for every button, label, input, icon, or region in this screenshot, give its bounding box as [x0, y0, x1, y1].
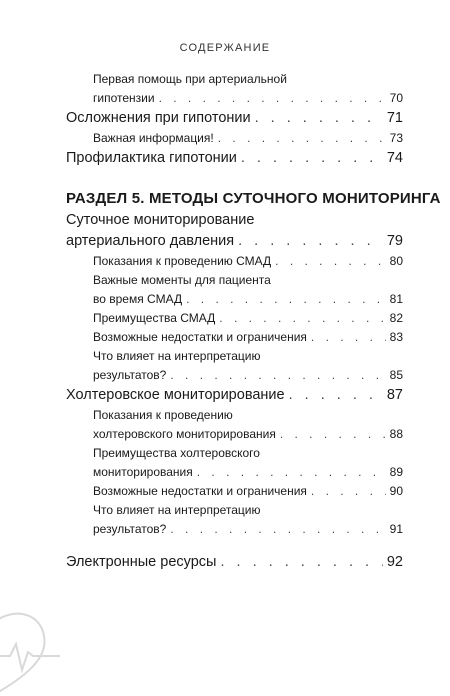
toc-entry[interactable]	[93, 427, 403, 441]
toc-entry[interactable]	[93, 484, 403, 498]
toc-entry[interactable]	[66, 233, 403, 249]
dot-leader	[255, 110, 383, 126]
toc-entry-label: результатов?	[93, 522, 167, 536]
dot-leader	[197, 465, 386, 479]
toc-entry[interactable]	[66, 110, 403, 126]
toc-entry[interactable]	[93, 131, 403, 145]
toc-entry-label: Показания к проведению СМАД	[93, 254, 272, 268]
toc-entry[interactable]	[66, 387, 403, 403]
toc-entry[interactable]	[93, 330, 403, 344]
toc-entry-line: Преимущества холтеровского	[93, 446, 260, 460]
dot-leader	[219, 311, 385, 325]
dot-leader	[170, 522, 385, 536]
page-number: 90	[389, 484, 403, 498]
toc-entry-line: Показания к проведению	[93, 408, 233, 422]
toc-entry-label: гипотензии	[93, 91, 155, 105]
page-number: 73	[389, 131, 403, 145]
dot-leader	[186, 292, 386, 306]
toc-entry[interactable]	[93, 254, 403, 268]
toc-entry[interactable]	[93, 311, 403, 325]
toc-entry-label: Профилактика гипотонии	[66, 150, 237, 166]
dot-leader	[289, 387, 383, 403]
toc-entry-label: Осложнения при гипотонии	[66, 110, 251, 126]
page-number: 71	[386, 110, 403, 126]
page-number: 79	[386, 233, 403, 249]
toc-entry-line: Суточное мониторирование	[66, 212, 255, 228]
toc-entry-label: мониторирования	[93, 465, 193, 479]
dot-leader	[280, 427, 386, 441]
dot-leader	[238, 233, 383, 249]
toc-entry-label: артериального давления	[66, 233, 235, 249]
page-number: 74	[386, 150, 403, 166]
page-number: 85	[389, 368, 403, 382]
page-number: 88	[389, 427, 403, 441]
section-title: РАЗДЕЛ 5. МЕТОДЫ СУТОЧНОГО МОНИТОРИНГА	[66, 190, 441, 207]
page-header: СОДЕРЖАНИЕ	[179, 42, 271, 54]
page-number: 81	[389, 292, 403, 306]
toc-entry-label: Возможные недостатки и ограничения	[93, 330, 307, 344]
page-number: 83	[389, 330, 403, 344]
page-number: 87	[386, 387, 403, 403]
page-number: 89	[389, 465, 403, 479]
toc-entry-line: Первая помощь при артериальной	[93, 72, 287, 86]
page-number: 70	[389, 91, 403, 105]
dot-leader	[159, 91, 386, 105]
page-number: 82	[389, 311, 403, 325]
dot-leader	[241, 150, 383, 166]
toc-entry-label: Преимущества СМАД	[93, 311, 216, 325]
toc-entry[interactable]	[66, 554, 403, 570]
toc-entry-line: Что влияет на интерпретацию	[93, 503, 261, 517]
toc-entry-line: Что влияет на интерпретацию	[93, 349, 261, 363]
dot-leader	[220, 554, 382, 570]
toc-entry[interactable]	[93, 465, 403, 479]
toc-entry-label: результатов?	[93, 368, 167, 382]
toc-entry-label: Важная информация!	[93, 131, 214, 145]
page-number: 80	[389, 254, 403, 268]
toc-entry[interactable]	[93, 292, 403, 306]
toc-entry[interactable]	[93, 368, 403, 382]
toc-entry[interactable]	[66, 150, 403, 166]
dot-leader	[275, 254, 385, 268]
dot-leader	[311, 484, 386, 498]
toc-entry-label: холтеровского мониторирования	[93, 427, 276, 441]
toc-entry[interactable]	[93, 522, 403, 536]
toc-entry-line: Важные моменты для пациента	[93, 273, 271, 287]
toc-entry-label: Возможные недостатки и ограничения	[93, 484, 307, 498]
page-number: 91	[389, 522, 403, 536]
dot-leader	[218, 131, 386, 145]
dot-leader	[311, 330, 386, 344]
page-number: 92	[386, 554, 403, 570]
toc-entry-label: во время СМАД	[93, 292, 183, 306]
heart-pulse-icon	[0, 596, 68, 696]
dot-leader	[170, 368, 385, 382]
toc-entry-label: Холтеровское мониторирование	[66, 387, 285, 403]
toc-entry-label: Электронные ресурсы	[66, 554, 217, 570]
toc-entry[interactable]	[93, 91, 403, 105]
